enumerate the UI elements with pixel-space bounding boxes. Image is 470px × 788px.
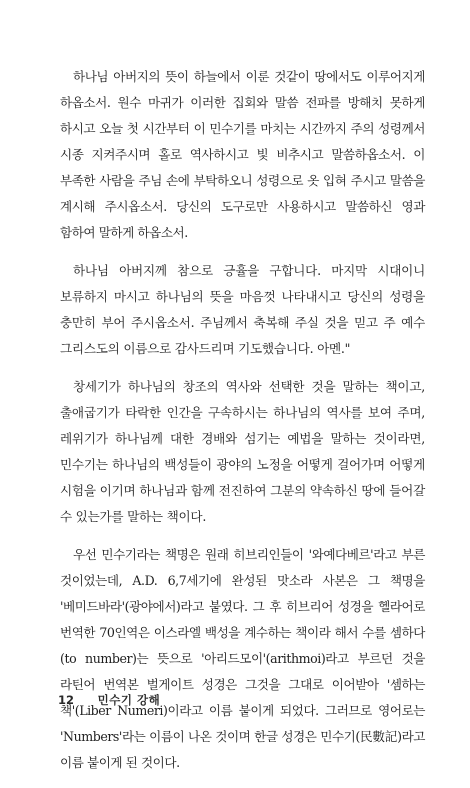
- paragraph-book-context: 창세기가 하나님의 창조의 역사와 선택한 것을 말하는 책이고, 출애굽기가 타락한 인간을 구속하시는 하나님의 역사를 보여 주며, 레위기가 하나님께 대한 경배와 섬기는 예법을 말하는 것이라면, 민수기는 하나님의 백성들이 광야의 노정을 어떻게 걸어가며 어떻게 시험을 이기며 하나님과 함께 전진하여 그분의 약속하신 땅에 들어갈 수 있는가를 말하는 책이다.: [60, 379, 425, 524]
- page-number: 12: [58, 693, 75, 707]
- paragraph-prayer-1: 하나님 아버지의 뜻이 하늘에서 이룬 것같이 땅에서도 이루어지게 하옵소서. 원수 마귀가 이러한 집회와 말씀 전파를 방해치 못하게 하시고 오늘 첫 시간부터 이 민수기를 마치는 시간까지 주의 성령께서 시종 지켜주시며 홀로 역사하시고 빛 비추시고 말씀하옵소서. 이 부족한 사람을 주님 손에 부탁하오니 성령으로 옷 입혀 주시고 말씀을 계시해 주시옵소서. 당신의 도구로만 사용하시고 말씀하신 영과 함하여 말하게 하옵소서.: [60, 69, 425, 240]
- page-footer: [58, 692, 160, 708]
- body-text: [60, 64, 425, 788]
- paragraph-prayer-2: 하나님 아버지께 참으로 긍휼을 구합니다. 마지막 시대이니 보류하지 마시고 하나님의 뜻을 마음껏 나타내시고 당신의 성령을 충만히 부어 주시옵소서. 주님께서 축복해 주실 것을 믿고 주 예수 그리스도의 이름으로 감사드리며 기도했습니다. 아멘.": [60, 263, 425, 356]
- running-title: 민수기 강해: [97, 693, 161, 707]
- paragraph-book-name-origin: 우선 민수기라는 책명은 원래 히브리인들이 '와예다베르'라고 부른 것이었는데, A.D. 6,7세기에 완성된 맛소라 사본은 그 책명을 '베미드바라'(광야에서)라고 붙였다. 그 후 히브리어 성경을 헬라어로 번역한 70인역은 이스라엘 백성을 계수하는 책이라 해서 수를 셈하다(to number)는 뜻으로 '아리드모이'(arithmoi)라고 부르던 것을 라틴어 번역본 벌게이트 성경은 그것을 그대로 이어받아 '셈하는 책'(Liber Numeri)이라고 이름 붙이게 되었다. 그러므로 영어로는 'Numbers'라는 이름이 나온 것이며 한글 성경은 민수기(民數記)라고 이름 붙이게 된 것이다.: [60, 547, 425, 770]
